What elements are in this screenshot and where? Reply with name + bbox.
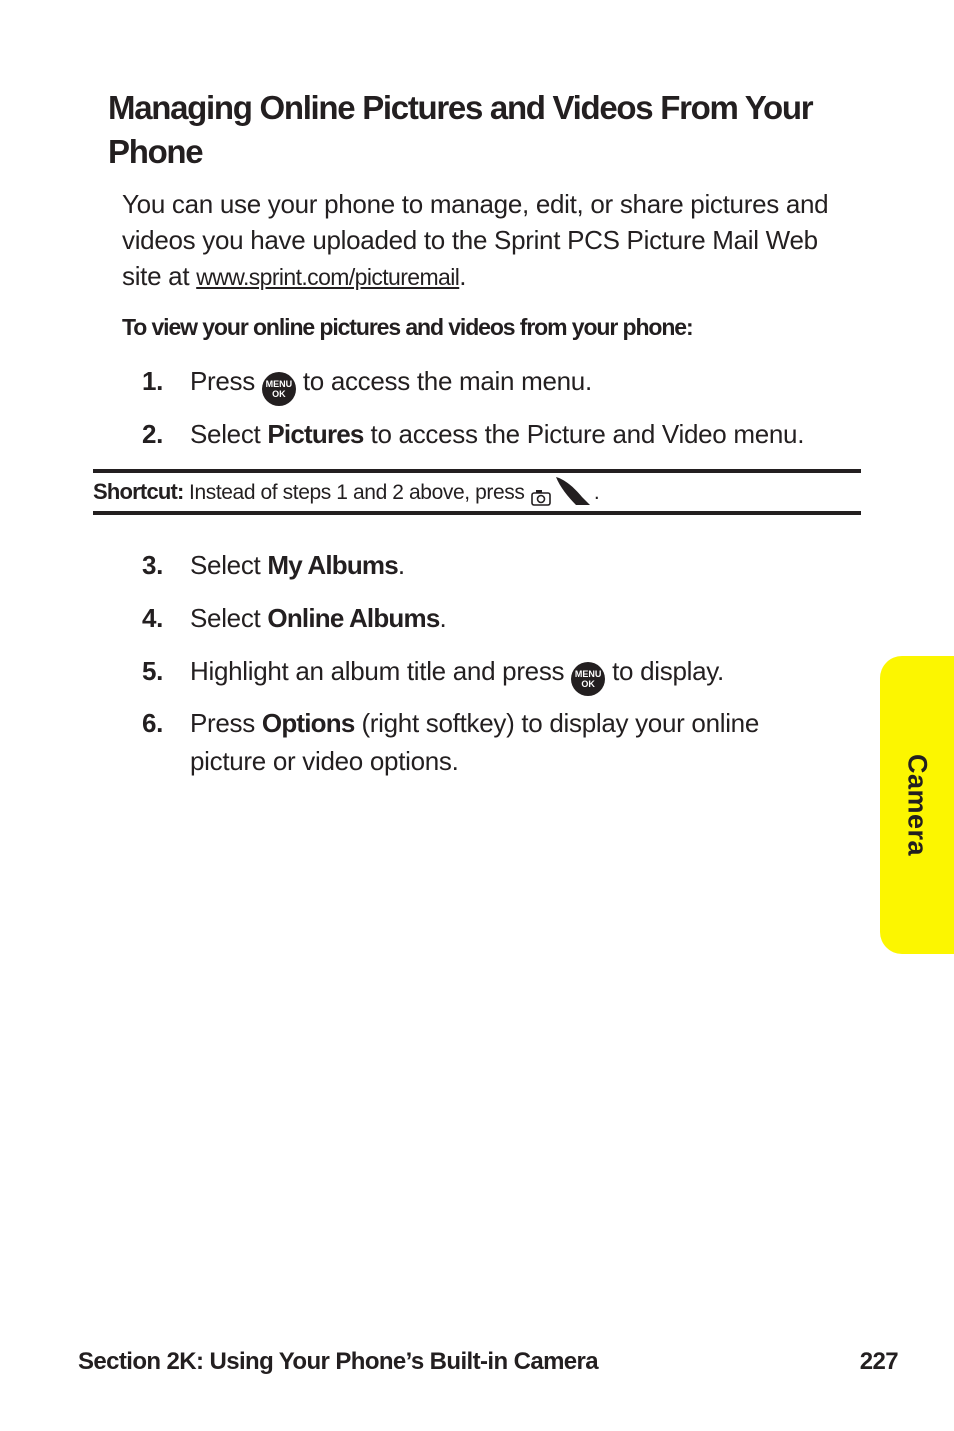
menu-ok-key-icon (571, 662, 605, 696)
step-text-b: to display. (605, 656, 724, 686)
step-text (190, 599, 840, 637)
step-text-a: Select (190, 603, 268, 633)
page-title: Managing Online Pictures and Videos From Your Phone (108, 89, 813, 170)
picturemail-link[interactable]: www.sprint.com/picturemail (196, 264, 460, 290)
menu-key-bottom-label: OK (272, 389, 286, 399)
menu-key-bottom-label: OK (581, 679, 595, 689)
menu-ok-key-icon (262, 372, 296, 406)
step-number: 4. (142, 603, 164, 633)
step-number: 5. (142, 656, 164, 686)
footer-section-title: Section 2K: Using Your Phone’s Built-in Camera (78, 1348, 599, 1375)
step-text-b: to access the Picture and Video menu. (363, 419, 805, 449)
step-text-a: Press (190, 366, 262, 396)
step-keyword: Online Albums (267, 603, 440, 633)
shortcut-box (93, 469, 861, 515)
section-tab-label: Camera (902, 753, 933, 857)
shortcut-text: Instead of steps 1 and 2 above, press (183, 481, 530, 504)
step-number: 2. (142, 419, 164, 449)
step-text (190, 362, 840, 406)
step-text-b: (right softkey) to display your online picture or video options. (190, 708, 760, 776)
step-number: 6. (142, 708, 164, 738)
step-text (190, 704, 840, 780)
step-text (190, 652, 840, 696)
step-number: 3. (142, 550, 164, 580)
step-text (190, 546, 840, 584)
intro-end: . (459, 261, 467, 291)
step-text-b: to access the main menu. (295, 366, 592, 396)
step-text-a: Press (190, 708, 262, 738)
shortcut-label: Shortcut: (93, 479, 184, 504)
step-keyword: My Albums (267, 550, 398, 580)
camera-key-icon (530, 473, 594, 520)
section-tab-camera (880, 656, 954, 954)
step-keyword: Pictures (267, 419, 364, 449)
page-footer (78, 1348, 898, 1376)
step-text-a: Highlight an album title and press (190, 656, 572, 686)
step-text-a: Select (190, 419, 268, 449)
step-text-b: . (439, 603, 447, 633)
procedure-heading: To view your online pictures and videos from your phone: (122, 314, 693, 340)
menu-key-top-label: MENU (265, 379, 293, 389)
menu-key-top-label: MENU (574, 669, 602, 679)
step-text (190, 415, 840, 453)
shortcut-end: . (593, 481, 600, 504)
step-text-b: . (397, 550, 405, 580)
step-number: 1. (142, 366, 164, 396)
page-number: 227 (859, 1348, 898, 1375)
intro-paragraph (122, 186, 862, 295)
step-keyword: Options (261, 708, 355, 738)
step-text-a: Select (190, 550, 268, 580)
intro-text: You can use your phone to manage, edit, or share pictures and videos you have uploaded to the Sprint PCS Picture Mail Web site at (122, 189, 829, 291)
